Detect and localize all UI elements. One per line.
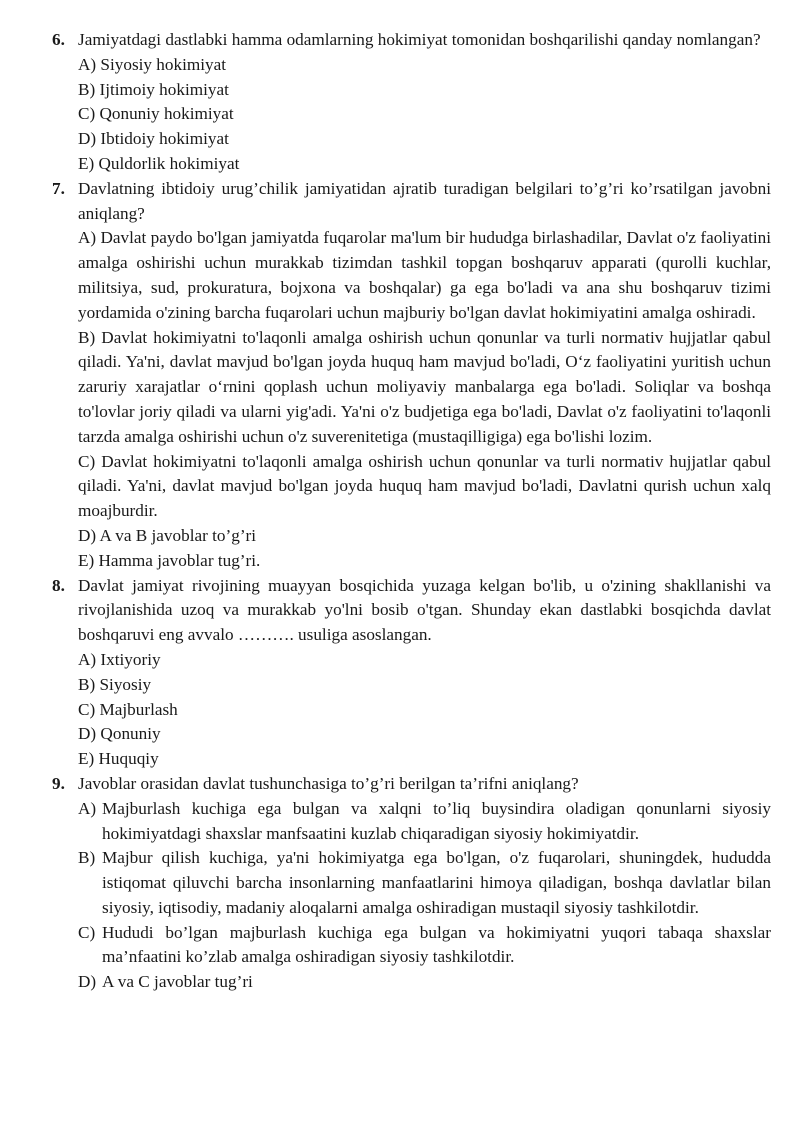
option-label: B): [78, 848, 96, 868]
answer-option-d: [0, 970, 800, 995]
question-stem: [0, 574, 800, 648]
answer-option-a: A) Davlat paydo bo'lgan jamiyatda fuqarolar ma'lum bir hududga birlashadilar, Davlat o'z faoliyatini amalga oshirishi uchun murakkab tizimdan tashkil topgan boshqaruv apparati (qurolli kuchlar, militsiya, sud, prokuratura, bojxona va boshqalar) ga ega bo'ladi va ana shu boshqaruv tizimi yordamida o'zining barcha fuqarolari uchun majburiy bo'lgan davlat hokimiyatini amalga oshiradi.: [78, 228, 771, 322]
question-stem: [0, 28, 800, 53]
answer-option-d: D) A va B javoblar to’g’ri: [78, 525, 257, 545]
answer-option-a: [0, 797, 800, 847]
answer-option-d: D) Ibtidoiy hokimiyat: [78, 129, 229, 149]
question-number: 9.: [52, 773, 65, 793]
question-text: Jamiyatdagi dastlabki hamma odamlarning hokimiyat tomonidan boshqarilishi qanday nomlangan?: [78, 30, 761, 49]
question-number: 7.: [52, 178, 65, 198]
answer-option-e: E) Quldorlik hokimiyat: [78, 153, 240, 173]
question-text: Davlatning ibtidoiy urug’chilik jamiyatidan ajratib turadigan belgilari to’g’ri ko’rsatilgan javobni aniqlang?: [78, 178, 771, 223]
answer-option-a: A) Siyosiy hokimiyat: [78, 54, 227, 74]
question-text: Javoblar orasidan davlat tushunchasiga to’g’ri berilgan ta’rifni aniqlang?: [78, 773, 579, 793]
answer-option-b: B) Davlat hokimiyatni to'laqonli amalga oshirish uchun qonunlar va turli normativ hujjatlar qabul qiladi. Ya'ni, davlat mavjud bo'lgan joyda huquq ham mavjud bo'ladi, O‘z faoliyatini yuritish uchun zaruriy xarajatlar o‘rnini qoplash uchun moliyaviy manbalarga ega bo'ladi. Soliqlar va boshqa to'lovlar joriy qiladi va ularni yig'adi. Ya'ni o'z budjetiga ega bo'ladi, Davlat o'z faoliyatini to'laqonli tarzda amalga oshirishi uchun o'z suverenitetiga (mustaqilligiga) ega bo'lishi lozim.: [78, 327, 771, 446]
answer-option-e: E) Hamma javoblar tug’ri.: [78, 550, 261, 570]
option-text: Hududi bo’lgan majburlash kuchiga ega bulgan va hokimiyatni yuqori tabaqa shaxslar ma’nfaatini ko’zlab amalga oshiradigan siyosiy tashkilotdir.: [102, 922, 771, 967]
answer-option-c: [0, 921, 800, 971]
answer-option-c: C) Davlat hokimiyatni to'laqonli amalga oshirish uchun qonunlar va turli normativ hujjatlar qabul qiladi. Ya'ni, davlat mavjud bo'lgan joyda huquq ham mavjud bo'ladi, Davlatni qurish uchun xalq moajburdir.: [78, 451, 771, 521]
answer-option-b: B) Siyosiy: [78, 674, 152, 694]
question-text: Davlat jamiyat rivojining muayyan bosqichida yuzaga kelgan bo'lib, u o'zining shakllanishi va rivojlanishida uzoq va murakkab yo'lni bosib o'tgan. Shunday ekan dastlabki bosqichda davlat boshqaruvi eng avvalo ………. usuliga asoslangan.: [78, 575, 771, 645]
answer-option-e: E) Huquqiy: [78, 749, 159, 769]
answer-option-c: C) Qonuniy hokimiyat: [78, 104, 234, 124]
document-page: [0, 28, 800, 995]
answer-option-b: B) Ijtimoiy hokimiyat: [78, 79, 229, 99]
option-label: C): [78, 922, 96, 942]
question-8: [0, 574, 800, 772]
question-number: 8.: [52, 575, 65, 595]
option-text: Majburlash kuchiga ega bulgan va xalqni to’liq buysindira oladigan qonunlarni siyosiy hokimiyatdagi shaxslar manfsaatini kuzlab chiqaradigan siyosiy hokimiyatdir.: [102, 798, 771, 843]
question-7: [0, 177, 800, 574]
option-label: D): [78, 972, 97, 992]
answer-option-b: [0, 846, 800, 920]
question-number: 6.: [52, 30, 65, 49]
question-stem: [0, 177, 800, 227]
answer-option-a: A) Ixtiyoriy: [78, 649, 161, 669]
option-label: A): [78, 798, 97, 818]
question-6: [0, 28, 800, 177]
option-text: Majbur qilish kuchiga, ya'ni hokimiyatga ega bo'lgan, o'z fuqarolari, shuningdek, hududda istiqomat qiluvchi barcha insonlarning manfaatlarini himoya qiladigan, boshqa davlatlar bilan siyosiy, iqtisodiy, madaniy aloqalarni amalga oshiradigan mustaqil siyosiy tashkilotdir.: [102, 848, 771, 917]
question-9: [0, 772, 800, 995]
answer-option-d: D) Qonuniy: [78, 724, 161, 744]
answer-option-c: C) Majburlash: [78, 699, 178, 719]
option-text: A va C javoblar tug’ri: [102, 972, 253, 992]
question-stem: [0, 772, 800, 797]
